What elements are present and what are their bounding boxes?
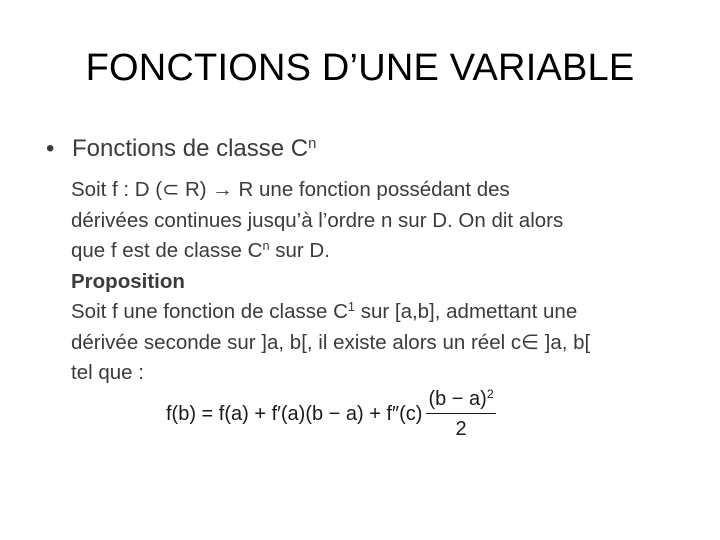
formula-lhs: f(b) = f(a) + f′(a)(b − a) + f″(c)	[166, 402, 423, 425]
formula-fraction	[426, 388, 495, 440]
slide-title: FONCTIONS D’UNE VARIABLE	[85, 47, 635, 89]
formula-denominator: 2	[455, 418, 467, 440]
proposition-line-1-text: Soit f une fonction de classe C	[71, 300, 348, 323]
definition-line-1: Soit f : D (⊂ R) → R une fonction possédant des	[71, 178, 510, 201]
definition-line-3-text: que f est de classe C	[71, 239, 263, 262]
proposition-line-2: dérivée seconde sur ]a, b[, il existe alors un réel c∈ ]a, b[	[71, 330, 591, 354]
taylor-formula	[166, 388, 496, 440]
slide-body	[71, 175, 701, 389]
bullet-item	[46, 133, 316, 165]
formula-numerator-text: (b − a)	[428, 388, 487, 410]
definition-superscript: n	[262, 238, 270, 254]
bullet-dot-icon: •	[46, 135, 55, 162]
proposition-line-1-end: sur [a,b], admettant une	[355, 300, 578, 323]
bullet-text: Fonctions de classe C	[72, 135, 309, 162]
proposition-line-1	[71, 297, 701, 328]
proposition-superscript: 1	[347, 299, 355, 315]
formula-numerator-exponent: 2	[486, 387, 494, 402]
definition-line-2: dérivées continues jusqu’à l’ordre n sur D. On dit alors	[71, 208, 564, 232]
definition-line-3	[71, 236, 701, 267]
bullet-superscript: n	[308, 135, 317, 152]
definition-line-3-end: sur D.	[269, 239, 330, 262]
proposition-heading: Proposition	[71, 269, 185, 293]
proposition-line-3: tel que :	[71, 361, 144, 384]
formula-numerator	[426, 388, 495, 414]
